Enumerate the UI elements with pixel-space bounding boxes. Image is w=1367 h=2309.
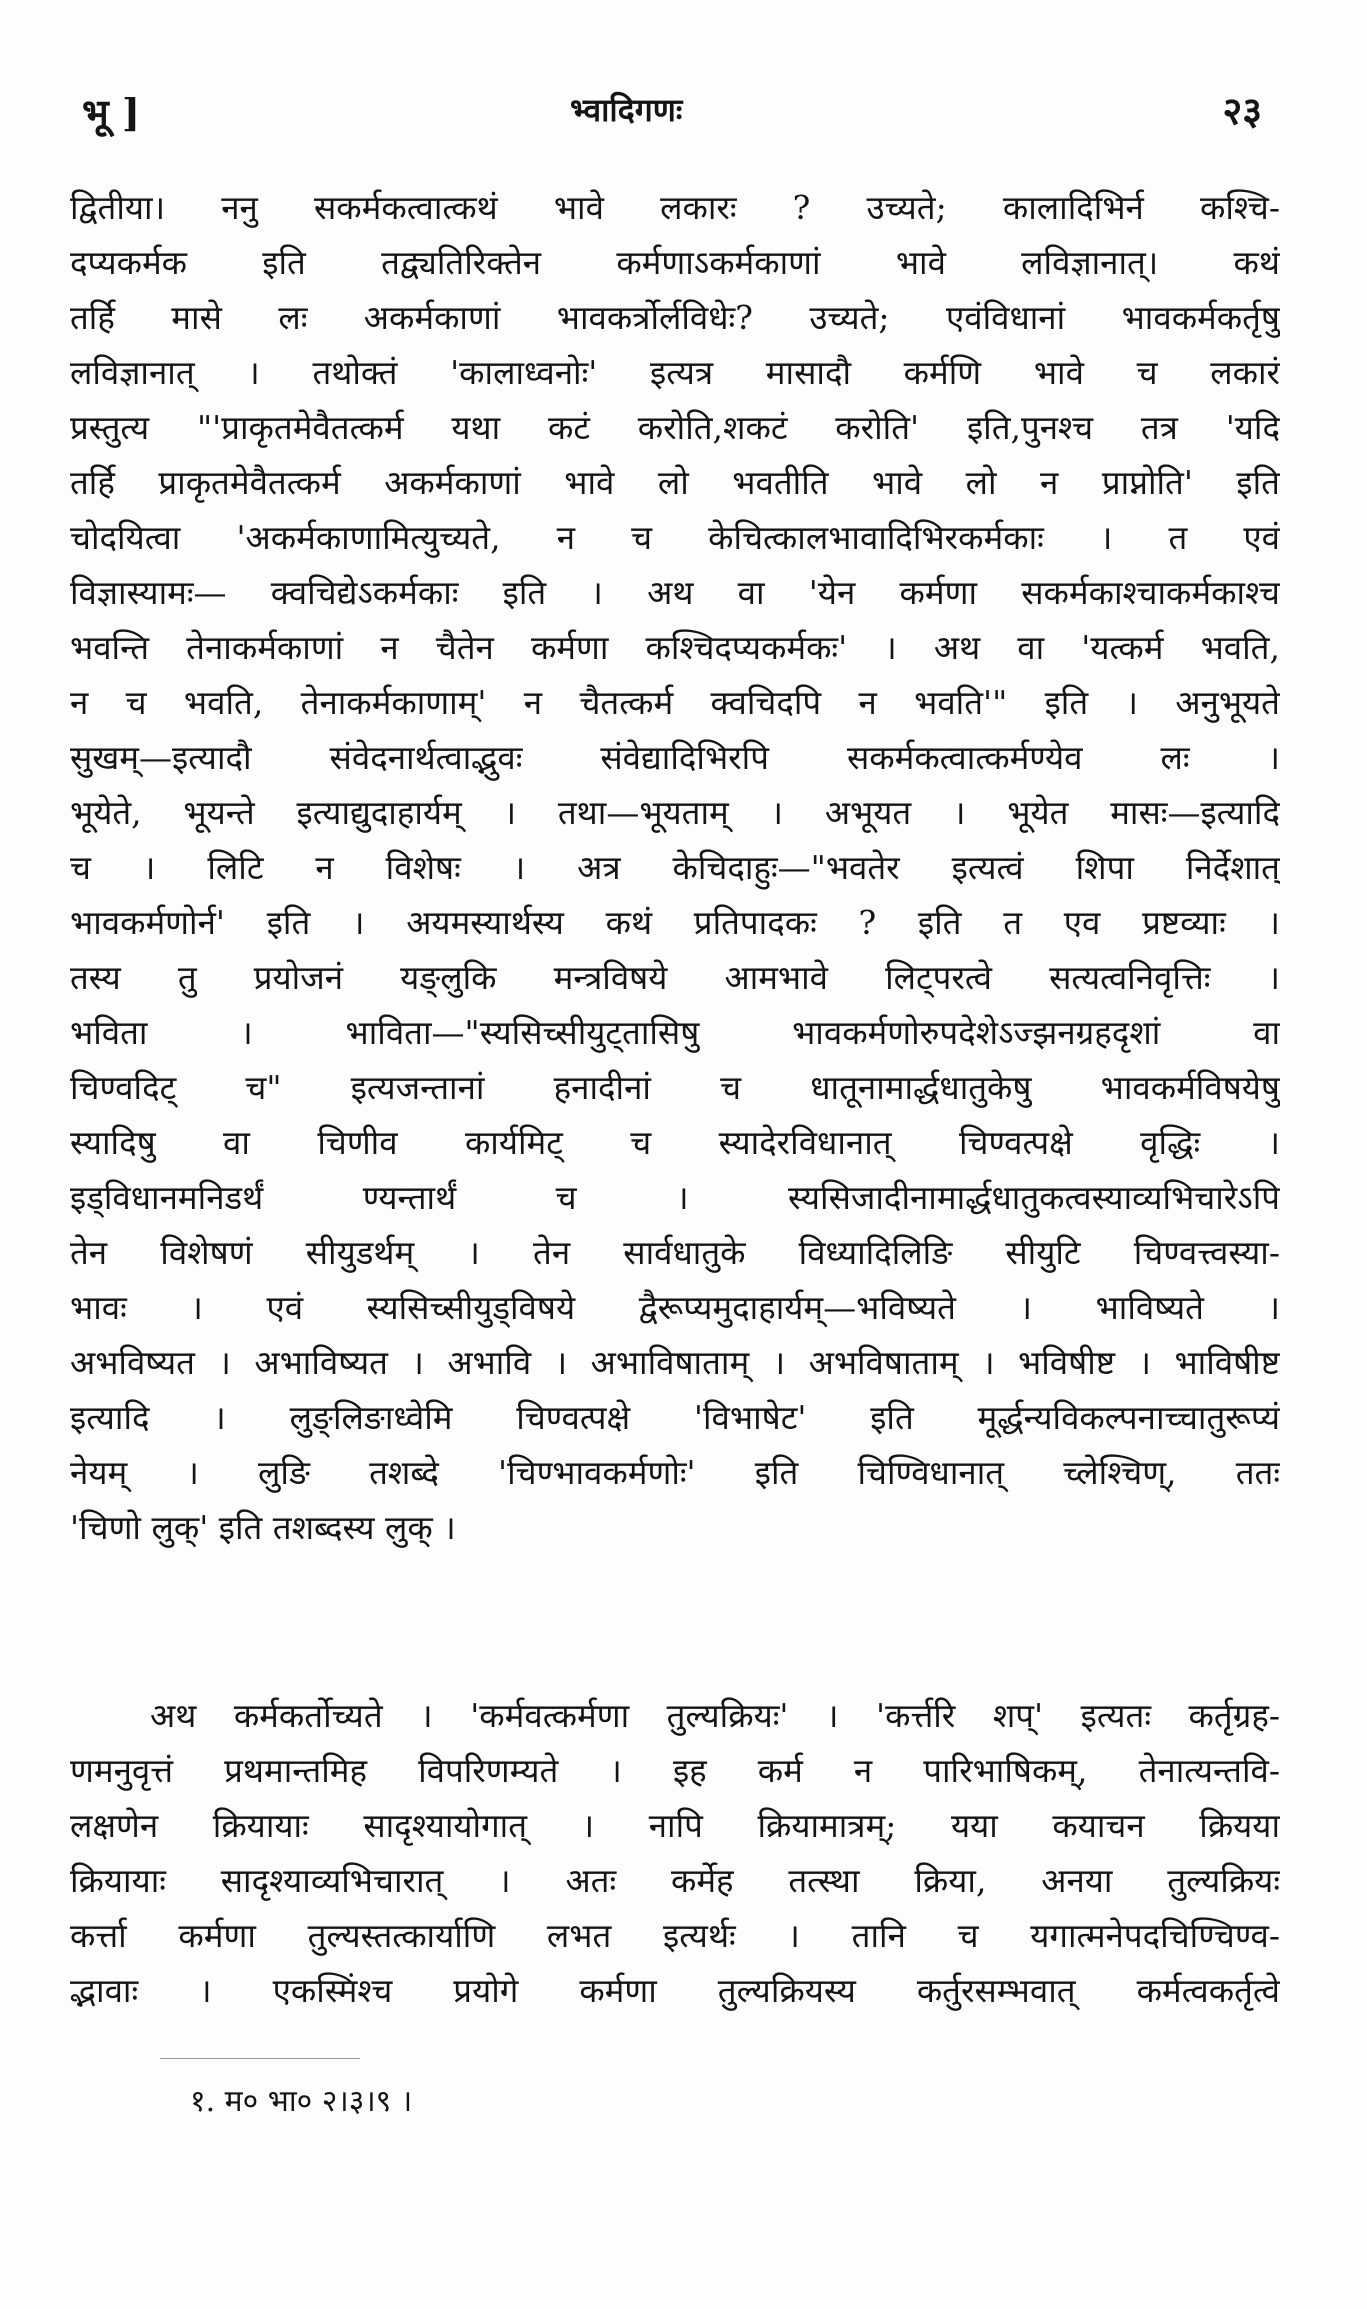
page-header xyxy=(70,80,1270,140)
text-line: क्रियायाः सादृश्याव्यभिचारात् । अतः कर्मेह तत्स्था क्रिया, अनया तुल्यक्रियः xyxy=(70,1861,1280,1900)
text-line: स्यादिषु वा चिणीव कार्यमिट् च स्यादेरविधानात् चिण्वत्पक्षे वृद्धिः । xyxy=(70,1123,1280,1162)
text-line: भवन्ति तेनाकर्मकाणां न चैतेन कर्मणा कश्चिदप्यकर्मकः' । अथ वा 'यत्कर्म भवति, xyxy=(70,628,1280,667)
text-line: चोदयित्वा 'अकर्मकाणामित्युच्यते, न च केचित्कालभावादिभिरकर्मकाः । त एवं xyxy=(70,518,1280,557)
footnote: १. म० भा० २।३।९ । xyxy=(190,2084,413,2119)
text-line: अथ कर्मकर्तोच्यते । 'कर्मवत्कर्मणा तुल्यक्रियः' । 'कर्त्तरि शप्' इत्यतः कर्तृग्रह- xyxy=(150,1696,1280,1735)
paragraph-1 xyxy=(70,180,1280,1555)
text-line: न च भवति, तेनाकर्मकाणाम्' न चैतत्कर्म क्वचिदपि न भवति'" इति । अनुभूयते xyxy=(70,683,1280,722)
text-line: सुखम्—इत्यादौ संवेदनार्थत्वाद्भुवः संवेद्यादिभिरपि सकर्मकत्वात्कर्मण्येव लः । xyxy=(70,738,1280,777)
text-line: तेन विशेषणं सीयुडर्थम् । तेन सार्वधातुके विध्यादिलिङि सीयुटि चिण्वत्त्वस्या- xyxy=(70,1233,1280,1272)
text-line: अभविष्यत । अभाविष्यत । अभावि । अभाविषाताम् । अभविषाताम् । भविषीष्ट । भाविषीष्ट xyxy=(70,1343,1280,1382)
text-line: कर्त्ता कर्मणा तुल्यस्तत्कार्याणि लभत इत्यर्थः । तानि च यगात्मनेपदचिण्चिण्व- xyxy=(70,1916,1280,1955)
text-line: इत्यादि । लुङ्लिङाध्वेमि चिण्वत्पक्षे 'विभाषेट' इति मूर्द्धन्यविकल्पनाच्चातुरूप्यं xyxy=(70,1398,1280,1437)
paragraph-2 xyxy=(70,1688,1280,2018)
text-line: लक्षणेन क्रियायाः सादृश्यायोगात् । नापि क्रियामात्रम्; यया कयाचन क्रियया xyxy=(70,1806,1280,1845)
text-line: तर्हि प्राकृतमेवैतत्कर्म अकर्मकाणां भावे लो भवतीति भावे लो न प्राप्नोति' इति xyxy=(70,463,1280,502)
text-line: दप्यकर्मक इति तद्व्यतिरिक्तेन कर्मणाऽकर्मकाणां भावे लविज्ञानात्। कथं xyxy=(70,243,1280,282)
text-line: विज्ञास्यामः— क्वचिद्येऽकर्मकाः इति । अथ वा 'येन कर्मणा सकर्मकाश्चाकर्मकाश्च xyxy=(70,573,1280,612)
header-title: भ्वादिगणः xyxy=(570,91,683,129)
text-line: भविता । भाविता—"स्यसिच्सीयुट्तासिषु भावकर्मणोरुपदेशेऽज्झनग्रहदृशां वा xyxy=(70,1013,1280,1052)
text-line: प्रस्तुत्य "'प्राकृतमेवैतत्कर्म यथा कटं करोति,शकटं करोति' इति,पुनश्च तत्र 'यदि xyxy=(70,408,1280,447)
header-section-mark: भू ] xyxy=(82,90,140,135)
text-line: लविज्ञानात् । तथोक्तं 'कालाध्वनोः' इत्यत्र मासादौ कर्मणि भावे च लकारं xyxy=(70,353,1280,392)
text-line: द्वितीया। ननु सकर्मकत्वात्कथं भावे लकारः ? उच्यते; कालादिभिर्न कश्चि- xyxy=(70,188,1280,227)
text-line: इड्विधानमनिडर्थं ण्यन्तार्थं च । स्यसिजादीनामार्द्धधातुकत्वस्याव्यभिचारेऽपि xyxy=(70,1178,1280,1217)
footnote-divider xyxy=(160,2058,360,2059)
text-line: चिण्वदिट् च" इत्यजन्तानां हनादीनां च धातूनामार्द्धधातुकेषु भावकर्मविषयेषु xyxy=(70,1068,1280,1107)
text-line: तस्य तु प्रयोजनं यङ्लुकि मन्त्रविषये आमभावे लिट्परत्वे सत्यत्वनिवृत्तिः । xyxy=(70,958,1280,997)
page-number: २३ xyxy=(1222,88,1262,133)
text-line: 'चिणो लुक्' इति तशब्दस्य लुक् । xyxy=(70,1508,456,1547)
text-line: भावः । एवं स्यसिच्सीयुड्विषये द्वैरूप्यमुदाहार्यम्—भविष्यते । भाविष्यते । xyxy=(70,1288,1280,1327)
text-line: भावकर्मणोर्न' इति । अयमस्यार्थस्य कथं प्रतिपादकः ? इति त एव प्रष्टव्याः । xyxy=(70,903,1280,942)
text-line: च । लिटि न विशेषः । अत्र केचिदाहुः—"भवतेर इत्यत्वं शिपा निर्देशात् xyxy=(70,848,1280,887)
text-line: द्भावाः । एकस्मिंश्च प्रयोगे कर्मणा तुल्यक्रियस्य कर्तुरसम्भवात् कर्मत्वकर्तृत्वे xyxy=(70,1971,1280,2010)
text-line: णमनुवृत्तं प्रथमान्तमिह विपरिणम्यते । इह कर्म न पारिभाषिकम्, तेनात्यन्तवि- xyxy=(70,1751,1280,1790)
text-line: भूयेते, भूयन्ते इत्याद्युदाहार्यम् । तथा—भूयताम् । अभूयत । भूयेत मासः—इत्यादि xyxy=(70,793,1280,832)
text-line: नेयम् । लुङि तशब्दे 'चिण्भावकर्मणोः' इति चिण्विधानात् च्लेश्चिण्, ततः xyxy=(70,1453,1280,1492)
text-line: तर्हि मासे लः अकर्मकाणां भावकर्त्रोर्लविधेः? उच्यते; एवंविधानां भावकर्मकर्तृषु xyxy=(70,298,1280,337)
